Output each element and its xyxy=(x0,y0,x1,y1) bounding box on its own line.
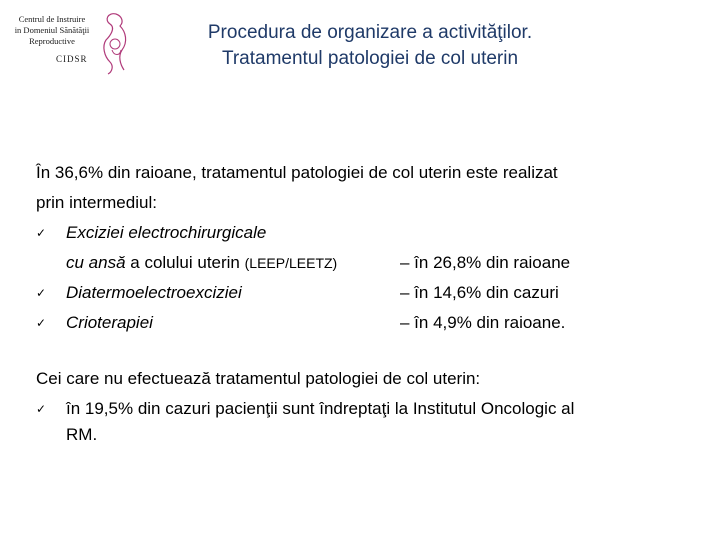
item-3-text: Crioterapiei xyxy=(66,313,153,332)
item-2-text: Diatermoelectroexciziei xyxy=(66,283,242,302)
item-1-normal-part: a colului uterin xyxy=(125,253,245,272)
check-icon: ✓ xyxy=(36,226,47,240)
check-icon: ✓ xyxy=(36,316,47,330)
list-item-continuation xyxy=(36,248,696,278)
intro-line-1: În 36,6% din raioane, tratamentul patologiei de col uterin este realizat xyxy=(36,163,558,182)
list-item xyxy=(36,278,696,308)
item-1-stat: – în 26,8% din raioane xyxy=(400,253,571,272)
item-1-text-line-1: Exciziei electrochirurgicale xyxy=(66,223,267,242)
item-1-abbrev: (LEEP/LEETZ) xyxy=(244,255,338,271)
slide-body xyxy=(36,158,696,454)
list-item-continuation xyxy=(36,424,696,454)
item-1-text-line-2 xyxy=(66,248,337,278)
cidsr-logo xyxy=(12,8,132,76)
check-icon: ✓ xyxy=(36,402,47,416)
item-2-stat: – în 14,6% din cazuri xyxy=(400,283,559,302)
logo-line-1: Centrul de Instruire xyxy=(18,14,86,24)
check-icon: ✓ xyxy=(36,286,47,300)
second-item-line-2: RM. xyxy=(66,425,98,444)
logo-acronym: CIDSR xyxy=(56,54,88,64)
intro-line-2: prin intermediul: xyxy=(36,193,157,212)
second-intro: Cei care nu efectuează tratamentul patologiei de col uterin: xyxy=(36,369,481,388)
title-line-2: Tratamentul patologiei de col uterin xyxy=(221,48,519,69)
list-item xyxy=(36,308,696,338)
logo-line-3: Reproductive xyxy=(29,36,75,46)
second-item-line-1: în 19,5% din cazuri pacienţii sunt îndreptaţi la Institutul Oncologic al xyxy=(66,399,575,418)
list-item xyxy=(36,218,696,248)
logo-line-2: in Domeniul Sănătăţii xyxy=(14,25,90,35)
item-1-italic-part: cu ansă xyxy=(66,253,126,272)
title-line-1: Procedura de organizare a activităţilor. xyxy=(207,22,533,43)
mother-child-icon xyxy=(94,8,134,76)
item-3-stat: – în 4,9% din raioane. xyxy=(400,313,566,332)
logo-text xyxy=(12,14,92,47)
list-item xyxy=(36,394,696,424)
slide-title xyxy=(140,20,600,72)
